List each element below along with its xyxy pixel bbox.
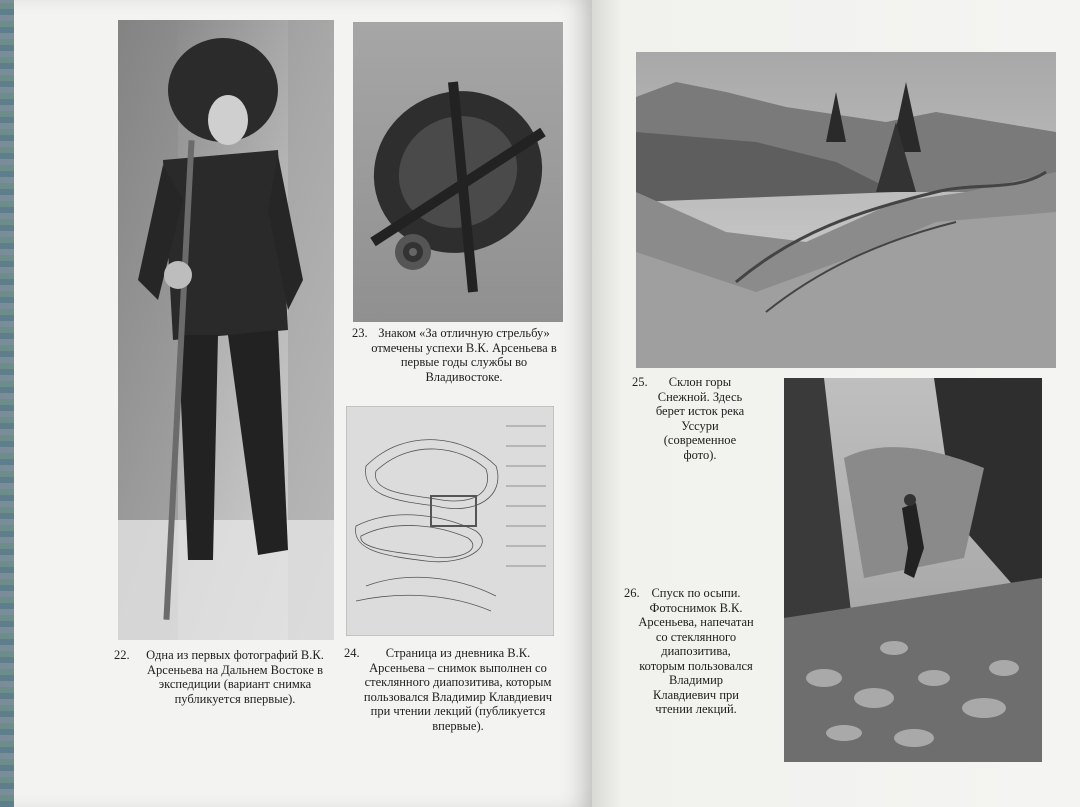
photo-mount-snezhnaya [636,52,1056,368]
caption-24 [344,646,556,733]
caption-25-number: 25. [632,375,648,389]
photo-diary-page [346,406,554,636]
caption-22-text: Одна из первых фотографий В.К. Арсеньева на Дальнем Востоке в экспедиции (вариант снимка публикуется впервые). [146,648,324,706]
caption-24-text: Страница из дневника В.К. Арсеньева – снимок выполнен со стеклянного диапозитива, которым пользовался Владимир Клавдиевич при чтении лекций (публикуется впервые). [363,646,553,733]
left-page [14,0,592,807]
caption-23-number: 23. [352,326,368,340]
caption-25 [632,375,754,462]
photo-scree-descent [784,378,1042,762]
caption-26 [624,586,754,717]
caption-23-text: Знаком «За отличную стрельбу» отмечены успехи В.К. Арсеньева в первые годы службы во Владивостоке. [371,326,557,384]
caption-24-number: 24. [344,646,360,660]
caption-26-number: 26. [624,586,640,600]
caption-26-text: Спуск по осыпи. Фотоснимок В.К. Арсеньева, напечатан со стеклянного диапозитива, которым пользовался Владимир Клавдиевич при чтении лекций. [638,586,754,716]
right-page [592,0,1080,807]
photo-arsenyev-expedition [118,20,334,640]
caption-22-number: 22. [114,648,130,662]
caption-22 [114,648,336,706]
caption-25-text: Склон горы Снежной. Здесь берет исток река Уссури (современное фото). [655,375,745,462]
caption-23 [352,326,562,384]
photo-marksmanship-badge [353,22,563,322]
